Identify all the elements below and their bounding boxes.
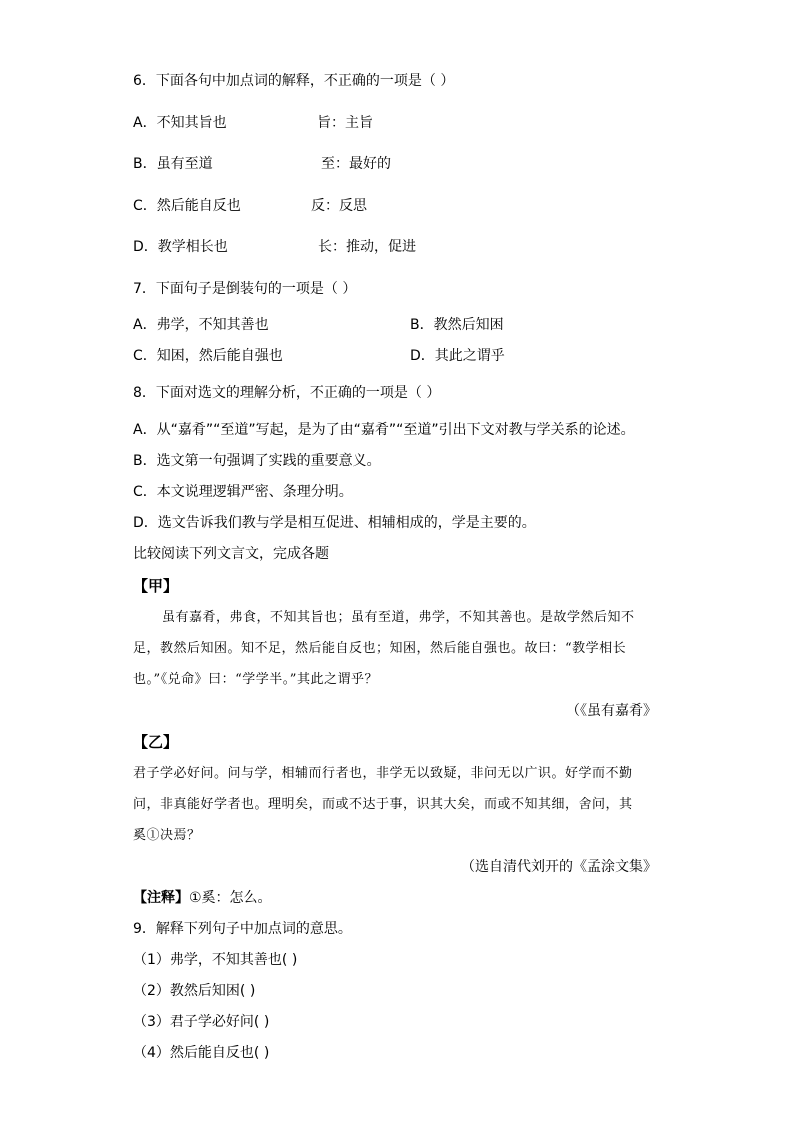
q7-stem: 7．下面句子是倒装句的一项是（ ） bbox=[133, 281, 357, 297]
q7-option-d: D．其此之谓乎 bbox=[410, 348, 505, 364]
annotation bbox=[133, 889, 272, 907]
annotation-text: ①奚：怎么。 bbox=[189, 890, 272, 906]
q8-option-d: D．选文告诉我们教与学是相互促进、相辅相成的，学是主要的。 bbox=[133, 515, 536, 531]
comparison-intro: 比较阅读下列文言文，完成各题 bbox=[133, 546, 329, 562]
passage-yi-line-2: 问，非真能好学者也。理明矣，而或不达于事，识其大矣，而或不知其细，舍问，其 bbox=[133, 797, 633, 812]
passage-jia-heading: 【甲】 bbox=[133, 577, 179, 595]
q9-item-1: （1）弗学，不知其善也( ) bbox=[133, 952, 298, 968]
q6-option-a: A．不知其旨也 bbox=[133, 115, 227, 131]
q6-option-a-gloss: 旨：主旨 bbox=[317, 115, 373, 131]
q9-item-4: （4）然后能自反也( ) bbox=[133, 1045, 270, 1061]
q8-option-b: B．选文第一句强调了实践的重要意义。 bbox=[133, 453, 381, 469]
passage-jia-line-3: 也。”《兑命》曰：“学学半。”其此之谓乎？ bbox=[133, 672, 378, 687]
q6-option-b-gloss: 至：最好的 bbox=[321, 156, 391, 172]
passage-yi-heading: 【乙】 bbox=[133, 733, 179, 751]
q9-stem: 9．解释下列句子中加点词的意思。 bbox=[133, 921, 352, 937]
q6-stem: 6．下面各句中加点词的解释，不正确的一项是（ ） bbox=[133, 73, 455, 89]
passage-yi-line-1: 君子学必好问。问与学，相辅而行者也，非学无以致疑，非问无以广识。好学而不勤 bbox=[133, 766, 633, 781]
q6-option-b: B．虽有至道 bbox=[133, 156, 213, 172]
q6-option-c-gloss: 反：反思 bbox=[311, 198, 367, 214]
q7-option-c: C．知困，然后能自强也 bbox=[133, 348, 283, 364]
passage-yi-source: （选自清代刘开的《孟涂文集》 bbox=[461, 859, 657, 875]
passage-jia-line-2: 足，教然后知困。知不足，然后能自反也；知困，然后能自强也。故曰：“教学相长 bbox=[133, 641, 627, 656]
passage-yi-line-3: 奚①决焉？ bbox=[133, 828, 201, 843]
q7-option-b: B．教然后知困 bbox=[410, 317, 504, 333]
passage-jia-line-1: 虽有嘉肴，弗食，不知其旨也；虽有至道，弗学，不知其善也。是故学然后知不 bbox=[162, 610, 635, 625]
passage-jia-source: （《虽有嘉肴》 bbox=[566, 703, 657, 719]
q8-stem: 8．下面对选文的理解分析，不正确的一项是（ ） bbox=[133, 385, 441, 401]
q9-item-2: （2）教然后知困( ) bbox=[133, 983, 256, 999]
q8-option-a: A．从“嘉肴”“至道”写起，是为了由“嘉肴”“至道”引出下文对教与学关系的论述。 bbox=[133, 422, 635, 438]
q6-option-d-gloss: 长：推动，促进 bbox=[318, 239, 416, 255]
q6-option-d: D．教学相长也 bbox=[133, 239, 228, 255]
q9-item-3: （3）君子学必好问( ) bbox=[133, 1014, 270, 1030]
q7-option-a: A．弗学，不知其善也 bbox=[133, 317, 269, 333]
q8-option-c: C．本文说理逻辑严密、条理分明。 bbox=[133, 484, 353, 500]
annotation-label: 【注释】 bbox=[133, 890, 189, 906]
q6-option-c: C．然后能自反也 bbox=[133, 198, 241, 214]
